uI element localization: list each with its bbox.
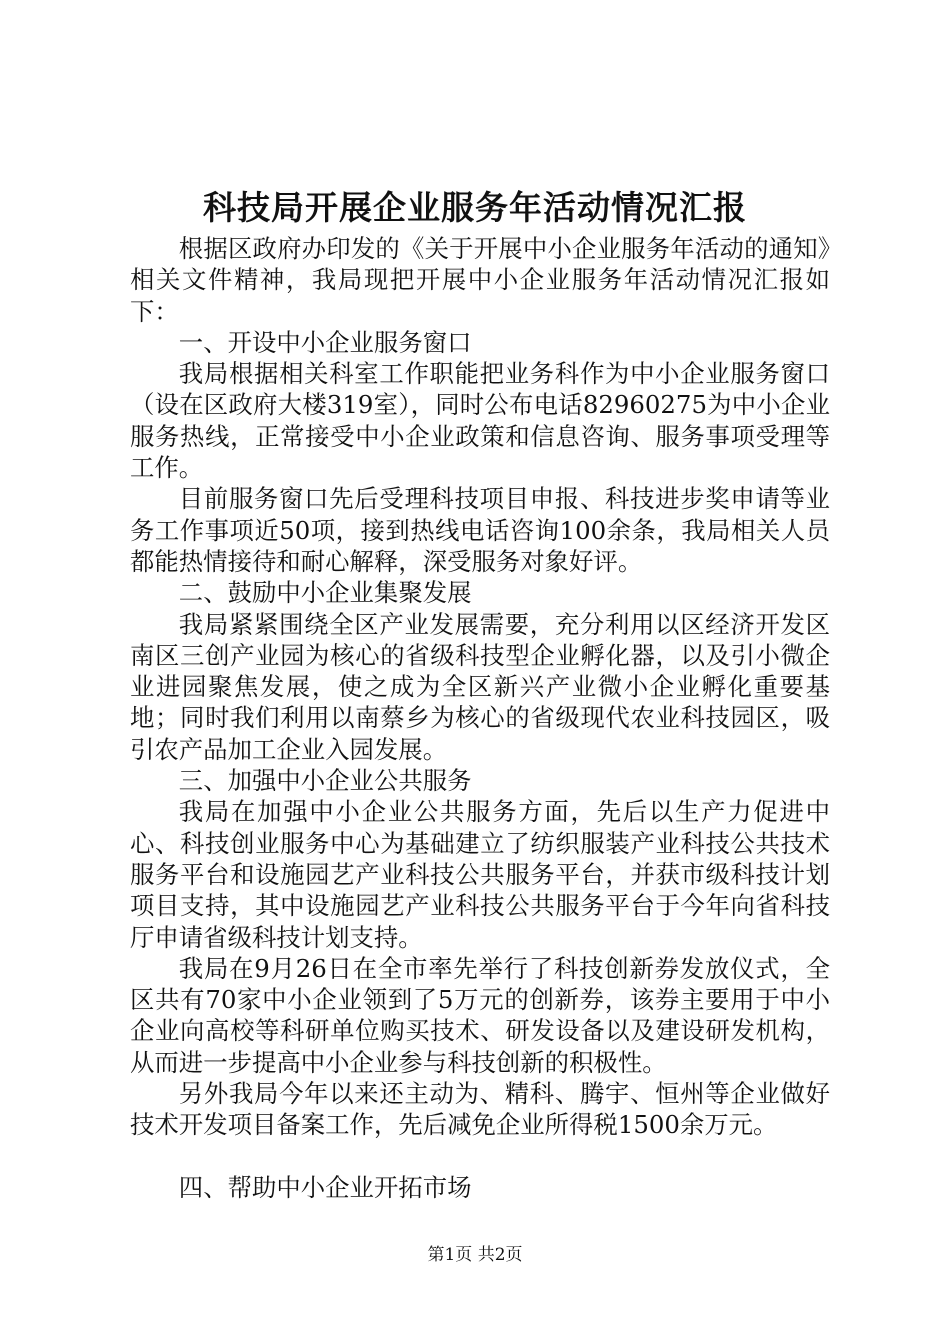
paragraph-cluster-development: 我局紧紧围绕全区产业发展需要，充分利用以区经济开发区南区三创产业园为核心的省级科技型企业孵化器，以及引小微企业进园聚焦发展，使之成为全区新兴产业微小企业孵化重要基地；同时我们利用以南蔡乡为核心的省级现代农业科技园区，吸引农产品加工企业入园发展。: [130, 609, 830, 764]
paragraph-window-results: 目前服务窗口先后受理科技项目申报、科技进步奖申请等业务工作事项近50项，接到热线电话咨询100余条，我局相关人员都能热情接待和耐心解释，深受服务对象好评。: [130, 484, 830, 576]
document-body: [130, 233, 830, 1203]
paragraph-innovation-voucher: 我局在9月26日在全市率先举行了科技创新券发放仪式，全区共有70家中小企业领到了5万元的创新券，该券主要用于中小企业向高校等科研单位购买技术、研发设备以及建设研发机构，从而进一步提高中小企业参与科技创新的积极性。: [130, 953, 830, 1077]
page-footer: 第1页 共2页: [427, 1245, 523, 1265]
paragraph-service-window: 我局根据相关科室工作职能把业务科作为中小企业服务窗口（设在区政府大楼319室），同时公布电话82960275为中小企业服务热线，正常接受中小企业政策和信息咨询、服务事项受理等工作。: [130, 359, 830, 483]
section-heading-1: 一、开设中小企业服务窗口: [178, 327, 472, 357]
section-heading-2: 二、鼓励中小企业集聚发展: [178, 578, 472, 608]
section-heading-3: 三、加强中小企业公共服务: [178, 766, 472, 796]
paragraph-public-service: 我局在加强中小企业公共服务方面，先后以生产力促进中心、科技创业服务中心为基础建立了纺织服装产业科技公共技术服务平台和设施园艺产业科技公共服务平台，并获市级科技计划项目支持，其中设施园艺产业科技公共服务平台于今年向省科技厅申请省级科技计划支持。: [130, 797, 830, 952]
paragraph-intro: 根据区政府办印发的《关于开展中小企业服务年活动的通知》相关文件精神，我局现把开展中小企业服务年活动情况汇报如下：: [130, 234, 830, 326]
paragraph-tax-relief: 另外我局今年以来还主动为、精科、腾宇、恒州等企业做好技术开发项目备案工作，先后减免企业所得税1500余万元。: [130, 1079, 830, 1140]
section-heading-4: 四、帮助中小企业开拓市场: [178, 1172, 472, 1202]
document-title: 科技局开展企业服务年活动情况汇报: [203, 188, 747, 227]
